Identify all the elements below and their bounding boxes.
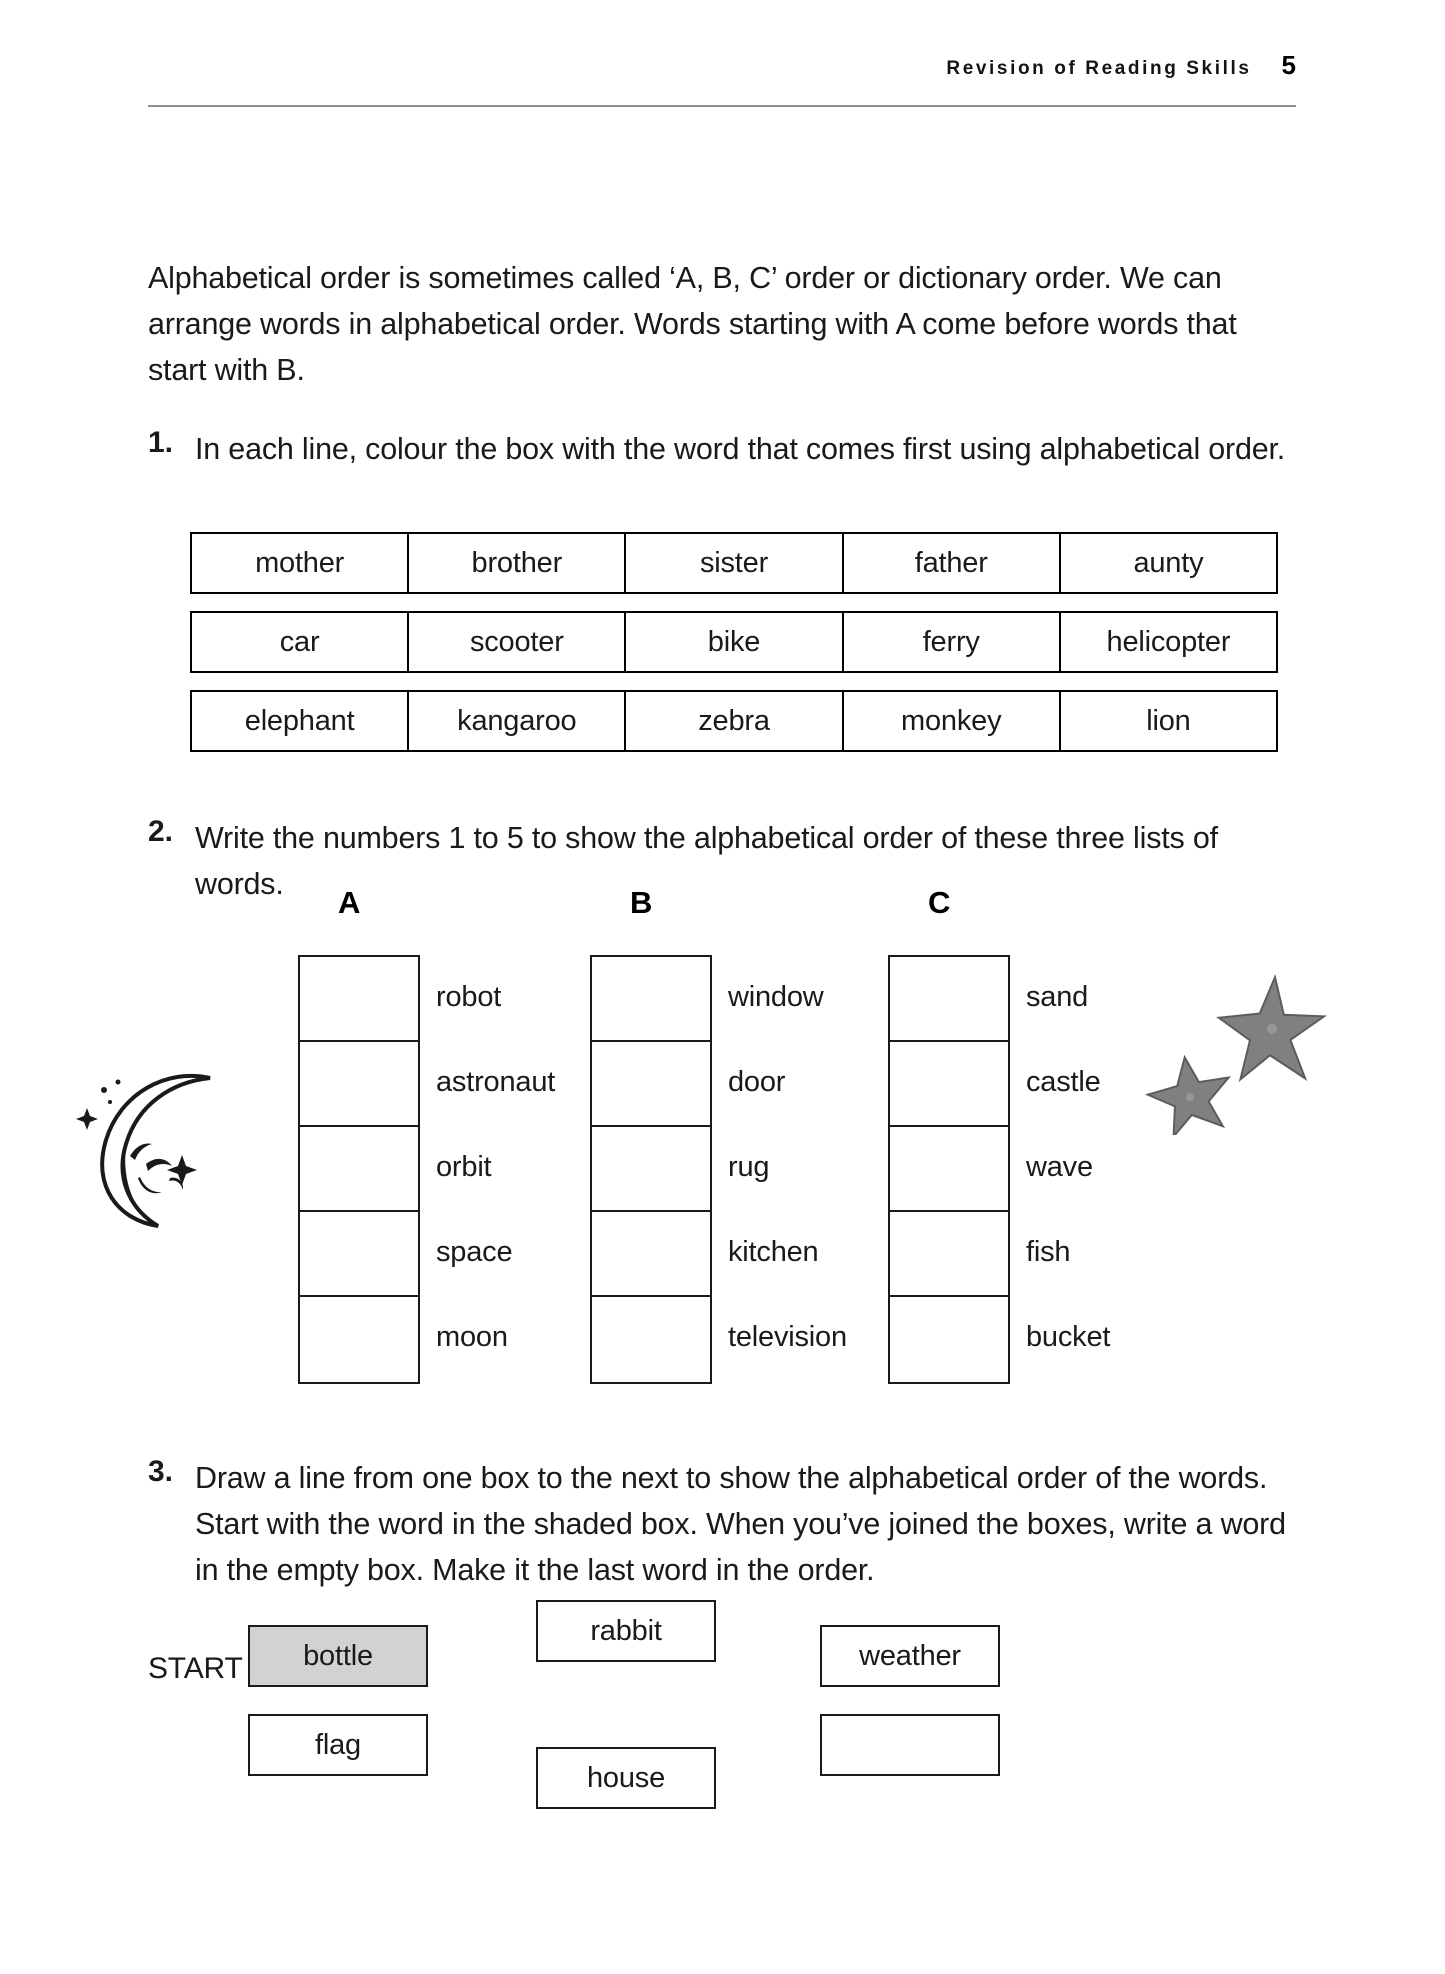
question-2-number: 2. [148,815,174,848]
answer-box[interactable] [592,1212,710,1297]
word-cell[interactable]: scooter [409,613,626,671]
answer-box[interactable] [592,1042,710,1127]
list-item: rug [728,1151,770,1183]
list-item: moon [436,1321,508,1353]
question-3 [148,1455,1308,1593]
word-cell[interactable]: monkey [844,692,1061,750]
answer-box[interactable] [890,1297,1008,1382]
question-1 [148,426,1288,472]
list-item: orbit [436,1151,492,1183]
table-row [190,532,1278,594]
question-2-text: Write the numbers 1 to 5 to show the alphabetical order of these three lists of words. [195,821,1218,901]
word-label-column [728,955,847,1380]
word-box-flag[interactable]: flag [248,1714,428,1776]
word-cell[interactable]: lion [1146,704,1191,737]
word-cell[interactable]: father [844,534,1061,592]
list-heading-c: C [928,885,951,920]
answer-box[interactable] [300,1127,418,1212]
list-item: castle [1026,1066,1101,1098]
word-list-c [888,955,1111,1384]
start-label: START [148,1652,243,1685]
word-cell[interactable]: helicopter [1106,625,1231,658]
answer-box[interactable] [890,957,1008,1042]
word-label-column [1026,955,1110,1380]
word-cell[interactable]: aunty [1133,546,1204,579]
table-row [190,611,1278,673]
answer-box[interactable] [890,1042,1008,1127]
answer-box-column [590,955,712,1384]
word-cell[interactable]: bike [626,613,843,671]
intro-paragraph: Alphabetical order is sometimes called ‘A, B, C’ order or dictionary order. We can arrange words in alphabetical order. Words starting with A come before words that start with B. [148,261,1237,387]
list-item: television [728,1321,847,1353]
word-box-bottle[interactable]: bottle [248,1625,428,1687]
question-3-text: Draw a line from one box to the next to show the alphabetical order of the words. Start with the word in the shaded box. When you’ve joined the boxes, write a word in the empty box. Make it the last word in the order. [195,1461,1286,1587]
word-cell[interactable]: zebra [626,692,843,750]
answer-box[interactable] [300,1297,418,1382]
page-header [148,50,1296,81]
header-title: Revision of Reading Skills [946,58,1252,79]
list-item: space [436,1236,513,1268]
word-box-house[interactable]: house [536,1747,716,1809]
starfish-icon [1140,965,1340,1135]
word-cell[interactable]: elephant [192,692,409,750]
answer-box[interactable] [592,1297,710,1382]
question-1-number: 1. [148,426,174,459]
page-number: 5 [1281,50,1296,80]
word-label-column [436,955,555,1380]
answer-box-column [888,955,1010,1384]
list-heading-a: A [338,885,361,920]
word-list-a [298,955,556,1384]
question-1-text: In each line, colour the box with the word that comes first using alphabetical order. [195,432,1286,466]
answer-box[interactable] [890,1212,1008,1297]
list-item: door [728,1066,786,1098]
answer-box[interactable] [300,1212,418,1297]
list-item: wave [1026,1151,1093,1183]
list-item: kitchen [728,1236,819,1268]
table-row [190,690,1278,752]
list-item: sand [1026,981,1089,1013]
word-list-b [590,955,847,1384]
list-item: astronaut [436,1066,556,1098]
word-cell[interactable]: sister [626,534,843,592]
crescent-moon-icon [58,1060,243,1230]
question-3-number: 3. [148,1455,174,1488]
answer-box-column [298,955,420,1384]
word-box-rabbit[interactable]: rabbit [536,1600,716,1662]
word-cell[interactable]: ferry [844,613,1061,671]
list-item: fish [1026,1236,1071,1268]
header-divider [148,105,1296,107]
list-item: bucket [1026,1321,1111,1353]
answer-box[interactable] [890,1127,1008,1212]
word-cell[interactable]: kangaroo [409,692,626,750]
word-cell[interactable]: brother [409,534,626,592]
question-2 [148,815,1308,907]
answer-box[interactable] [592,1127,710,1212]
answer-box[interactable] [592,957,710,1042]
list-item: robot [436,981,502,1013]
answer-box[interactable] [300,1042,418,1127]
list-heading-b: B [630,885,653,920]
word-box-empty[interactable] [820,1714,1000,1776]
word-cell[interactable]: mother [192,534,409,592]
word-cell[interactable]: car [192,613,409,671]
list-item: window [728,981,824,1013]
q1-word-grid [190,532,1278,752]
answer-box[interactable] [300,957,418,1042]
word-box-weather[interactable]: weather [820,1625,1000,1687]
